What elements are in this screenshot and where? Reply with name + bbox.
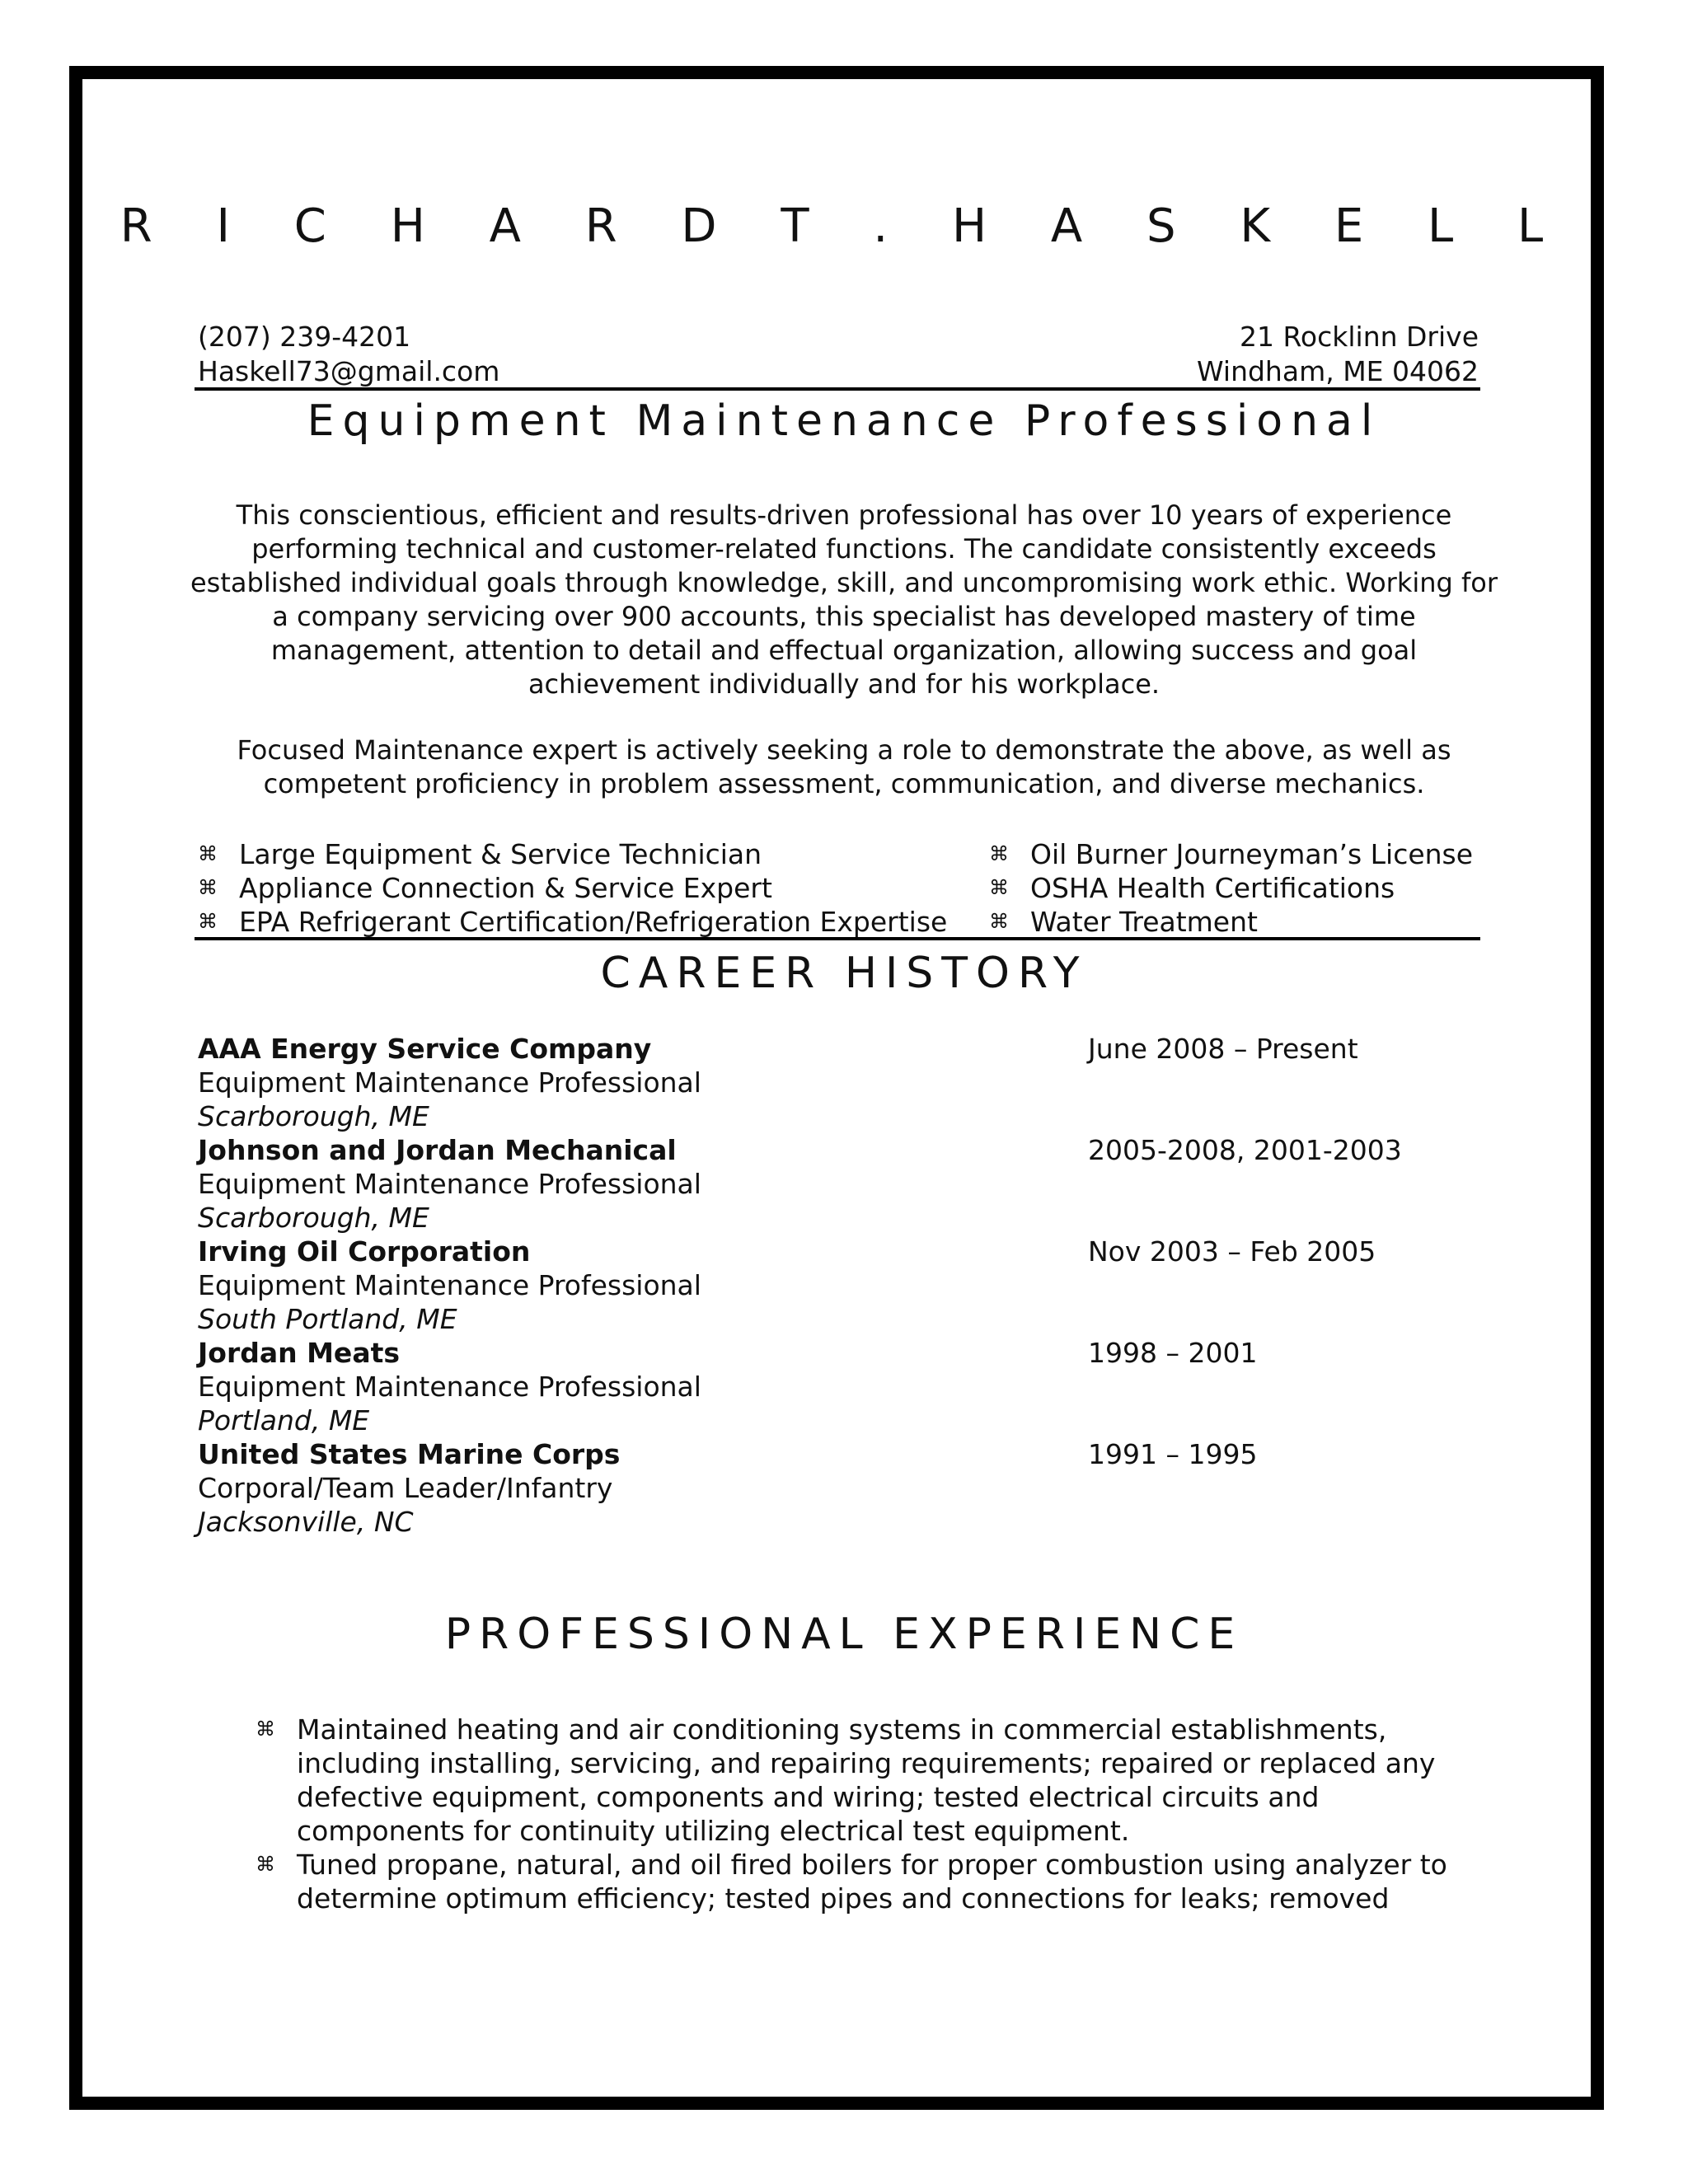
skills-list-right [989, 837, 1473, 939]
bullet-icon: ⌘ [256, 1853, 275, 1876]
experience-list [256, 1713, 1492, 1915]
job-title: Equipment Maintenance Professional [198, 1168, 701, 1200]
job-entry [198, 1032, 1484, 1133]
professional-experience-heading: PROFESSIONAL EXPERIENCE [444, 1610, 1244, 1659]
bullet-icon: ⌘ [198, 842, 218, 865]
job-title: Equipment Maintenance Professional [198, 1269, 701, 1301]
company-name: Irving Oil Corporation [198, 1235, 531, 1268]
bullet-icon: ⌘ [198, 876, 218, 899]
summary-paragraph-1: This conscientious, efficient and results-driven professional has over 10 years of experience performing technical and customer-related functions. The candidate consistently exceeds established individual goals through knowledge, skill, and uncompromising work ethic. Working for a company servicing over 900 accounts, this specialist has developed mastery of time management, attention to detail and effectual organization, allowing success and goal achievement individually and for his workplace. [190, 499, 1498, 700]
job-location: South Portland, ME [198, 1303, 457, 1335]
job-location: Jacksonville, NC [198, 1506, 414, 1538]
contact-right [1197, 320, 1479, 389]
skill-item: ⌘ OSHA Health Certifications [989, 872, 1395, 904]
job-location: Scarborough, ME [198, 1100, 429, 1132]
experience-item: ⌘ Maintained heating and air conditioning systems in commercial establishments, including installing, servicing, and repairing requirements; repaired or replaced any defective equipment, components and wiring; tested electrical circuits and components for continuity utilizing electrical test equipment. [256, 1713, 1436, 1847]
bullet-icon: ⌘ [989, 876, 1009, 899]
bullet-icon: ⌘ [256, 1718, 275, 1741]
job-location: Portland, ME [198, 1404, 370, 1436]
job-dates: 1998 – 2001 [1088, 1337, 1258, 1369]
job-entry [198, 1336, 1484, 1437]
job-title: Corporal/Team Leader/Infantry [198, 1472, 613, 1504]
company-name: Johnson and Jordan Mechanical [198, 1134, 677, 1166]
job-dates: Nov 2003 – Feb 2005 [1088, 1235, 1376, 1268]
bullet-icon: ⌘ [198, 910, 218, 933]
job-title: Equipment Maintenance Professional [198, 1066, 701, 1099]
experience-item: ⌘ Tuned propane, natural, and oil fired boilers for proper combustion using analyzer to determine optimum efficiency; tested pipes and connections for leaks; removed [256, 1849, 1447, 1915]
company-name: United States Marine Corps [198, 1438, 621, 1470]
skill-item: ⌘ Appliance Connection & Service Expert [198, 872, 772, 904]
job-entry [198, 1437, 1484, 1539]
job-dates: 2005-2008, 2001-2003 [1088, 1134, 1402, 1166]
job-dates: June 2008 – Present [1088, 1033, 1358, 1065]
divider-contact [195, 387, 1480, 391]
skill-item: ⌘ Water Treatment [989, 906, 1258, 938]
street-address: 21 Rocklinn Drive [1239, 321, 1479, 353]
job-dates: 1991 – 1995 [1088, 1438, 1258, 1470]
job-title: Equipment Maintenance Professional [198, 1371, 701, 1403]
bullet-icon: ⌘ [989, 910, 1009, 933]
job-location: Scarborough, ME [198, 1202, 429, 1234]
skills-list-left [198, 837, 947, 939]
job-entry [198, 1235, 1484, 1336]
city-state-zip: Windham, ME 04062 [1197, 355, 1479, 387]
company-name: Jordan Meats [198, 1337, 401, 1369]
skill-item: ⌘ Oil Burner Journeyman’s License [989, 838, 1474, 870]
career-history-heading: CAREER HISTORY [600, 949, 1088, 998]
contact-left [198, 320, 499, 389]
professional-headline: Equipment Maintenance Professional [307, 396, 1381, 446]
skill-item: ⌘ EPA Refrigerant Certification/Refrigeration Expertise [198, 906, 948, 938]
bullet-icon: ⌘ [989, 842, 1009, 865]
summary-paragraph-2: Focused Maintenance expert is actively seeking a role to demonstrate the above, as well as competent proficiency in problem assessment, communication, and diverse mechanics. [237, 734, 1451, 799]
job-entry [198, 1133, 1484, 1235]
email-address: Haskell73@gmail.com [198, 355, 500, 387]
applicant-name: R I C H A R D T . H A S K E L L [120, 199, 1568, 253]
company-name: AAA Energy Service Company [198, 1033, 652, 1065]
career-history-list [198, 1032, 1484, 1539]
divider-skills [195, 937, 1480, 940]
phone-number: (207) 239-4201 [198, 321, 411, 353]
skill-item: ⌘ Large Equipment & Service Technician [198, 838, 762, 870]
